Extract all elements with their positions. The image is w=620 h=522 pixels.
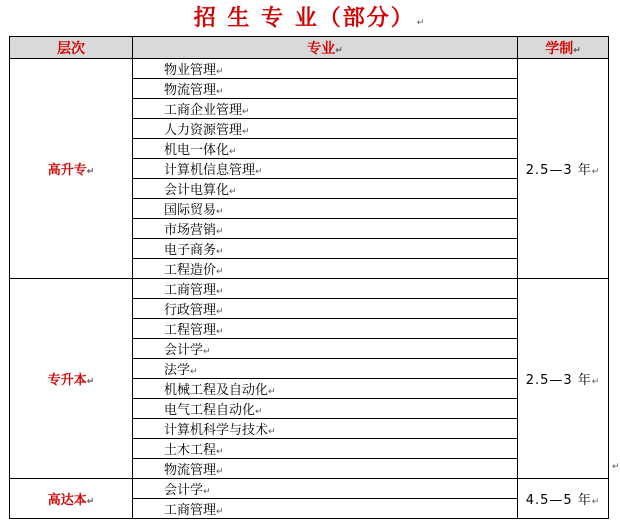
major-cell: [133, 219, 518, 239]
major-name: 工商企业管理: [164, 103, 243, 118]
paragraph-mark-icon: ↵: [216, 287, 224, 297]
major-cell: [133, 259, 518, 279]
major-name: 国际贸易: [164, 203, 217, 218]
paragraph-mark-icon: ↵: [203, 487, 211, 497]
major-name: 工商管理: [164, 283, 217, 298]
table-row: [10, 479, 609, 499]
major-name: 会计学: [164, 343, 204, 358]
major-name: 计算机科学与技术: [164, 423, 269, 438]
major-cell: [133, 319, 518, 339]
major-cell: [133, 179, 518, 199]
duration-cell: [518, 279, 609, 479]
major-name: 行政管理: [164, 303, 217, 318]
page-title: [0, 4, 618, 38]
duration-value: 2.5—3 年: [525, 163, 592, 178]
major-cell: [133, 279, 518, 299]
major-cell: [133, 379, 518, 399]
level-label: 高升专: [47, 163, 87, 178]
major-name: 土木工程: [164, 443, 217, 458]
paragraph-mark-icon: ↵: [216, 67, 224, 77]
major-cell: [133, 479, 518, 499]
duration-value: 4.5—5 年: [525, 493, 592, 508]
major-name: 工程管理: [164, 323, 217, 338]
paragraph-mark-icon: ↵: [229, 147, 237, 157]
duration-cell: [518, 59, 609, 279]
majors-table: [9, 36, 609, 519]
title-text: 招 生 专 业（部分）: [193, 6, 415, 31]
header-duration: 学制↵: [518, 37, 609, 59]
level-cell: [10, 279, 133, 479]
major-name: 计算机信息管理: [164, 163, 256, 178]
level-label: 高达本: [47, 493, 87, 508]
major-name: 人力资源管理: [164, 123, 243, 138]
paragraph-mark-icon: ↵: [591, 377, 601, 387]
major-name: 物流管理: [164, 463, 217, 478]
paragraph-mark-icon: ↵: [216, 327, 224, 337]
major-cell: [133, 59, 518, 79]
paragraph-mark-icon: ↵: [612, 462, 620, 472]
paragraph-mark-icon: ↵: [216, 447, 224, 457]
table-row: [10, 279, 609, 299]
major-cell: [133, 79, 518, 99]
major-name: 机械工程及自动化: [164, 383, 269, 398]
major-cell: [133, 159, 518, 179]
major-name: 会计学: [164, 483, 204, 498]
paragraph-mark-icon: ↵: [86, 167, 95, 177]
paragraph-mark-icon: ↵: [216, 247, 224, 257]
paragraph-mark-icon: ↵: [268, 387, 276, 397]
paragraph-mark-icon: ↵: [573, 45, 581, 56]
level-cell: [10, 59, 133, 279]
table-row: [10, 59, 609, 79]
header-row: [10, 37, 609, 59]
major-cell: [133, 439, 518, 459]
paragraph-mark-icon: ↵: [242, 107, 250, 117]
paragraph-mark-icon: ↵: [255, 167, 263, 177]
paragraph-mark-icon: ↵: [268, 427, 276, 437]
paragraph-mark-icon: ↵: [216, 267, 224, 277]
paragraph-mark-icon: ↵: [255, 407, 263, 417]
paragraph-mark-icon: ↵: [416, 18, 425, 28]
major-cell: [133, 419, 518, 439]
duration-cell: [518, 479, 609, 519]
major-cell: [133, 199, 518, 219]
level-label: 专升本: [47, 373, 87, 388]
major-name: 物业管理: [164, 63, 217, 78]
table-body: [10, 59, 609, 519]
major-name: 工程造价: [164, 263, 217, 278]
major-name: 机电一体化: [164, 143, 230, 158]
duration-value: 2.5—3 年: [525, 373, 592, 388]
paragraph-mark-icon: ↵: [229, 187, 237, 197]
paragraph-mark-icon: ↵: [591, 167, 601, 177]
paragraph-mark-icon: ↵: [216, 87, 224, 97]
major-name: 工商管理: [164, 503, 217, 518]
major-name: 物流管理: [164, 83, 217, 98]
major-cell: [133, 499, 518, 519]
paragraph-mark-icon: ↵: [216, 207, 224, 217]
major-cell: [133, 299, 518, 319]
major-cell: [133, 359, 518, 379]
major-name: 电气工程自动化: [164, 403, 256, 418]
paragraph-mark-icon: ↵: [190, 367, 198, 377]
major-name: 法学: [164, 363, 191, 378]
major-name: 市场营销: [164, 223, 217, 238]
major-cell: [133, 459, 518, 479]
paragraph-mark-icon: ↵: [216, 307, 224, 317]
paragraph-mark-icon: ↵: [203, 347, 211, 357]
major-cell: [133, 139, 518, 159]
paragraph-mark-icon: ↵: [216, 227, 224, 237]
header-level: 层次: [10, 37, 133, 59]
major-cell: [133, 99, 518, 119]
major-cell: [133, 239, 518, 259]
level-cell: [10, 479, 133, 519]
paragraph-mark-icon: ↵: [591, 497, 601, 507]
major-cell: [133, 399, 518, 419]
major-cell: [133, 119, 518, 139]
paragraph-mark-icon: ↵: [216, 507, 224, 517]
major-name: 会计电算化: [164, 183, 230, 198]
paragraph-mark-icon: ↵: [242, 127, 250, 137]
paragraph-mark-icon: ↵: [335, 45, 343, 56]
major-cell: [133, 339, 518, 359]
header-major: 专业↵: [133, 37, 518, 59]
paragraph-mark-icon: ↵: [86, 377, 95, 387]
major-name: 电子商务: [164, 243, 217, 258]
paragraph-mark-icon: ↵: [216, 467, 224, 477]
paragraph-mark-icon: ↵: [86, 497, 95, 507]
